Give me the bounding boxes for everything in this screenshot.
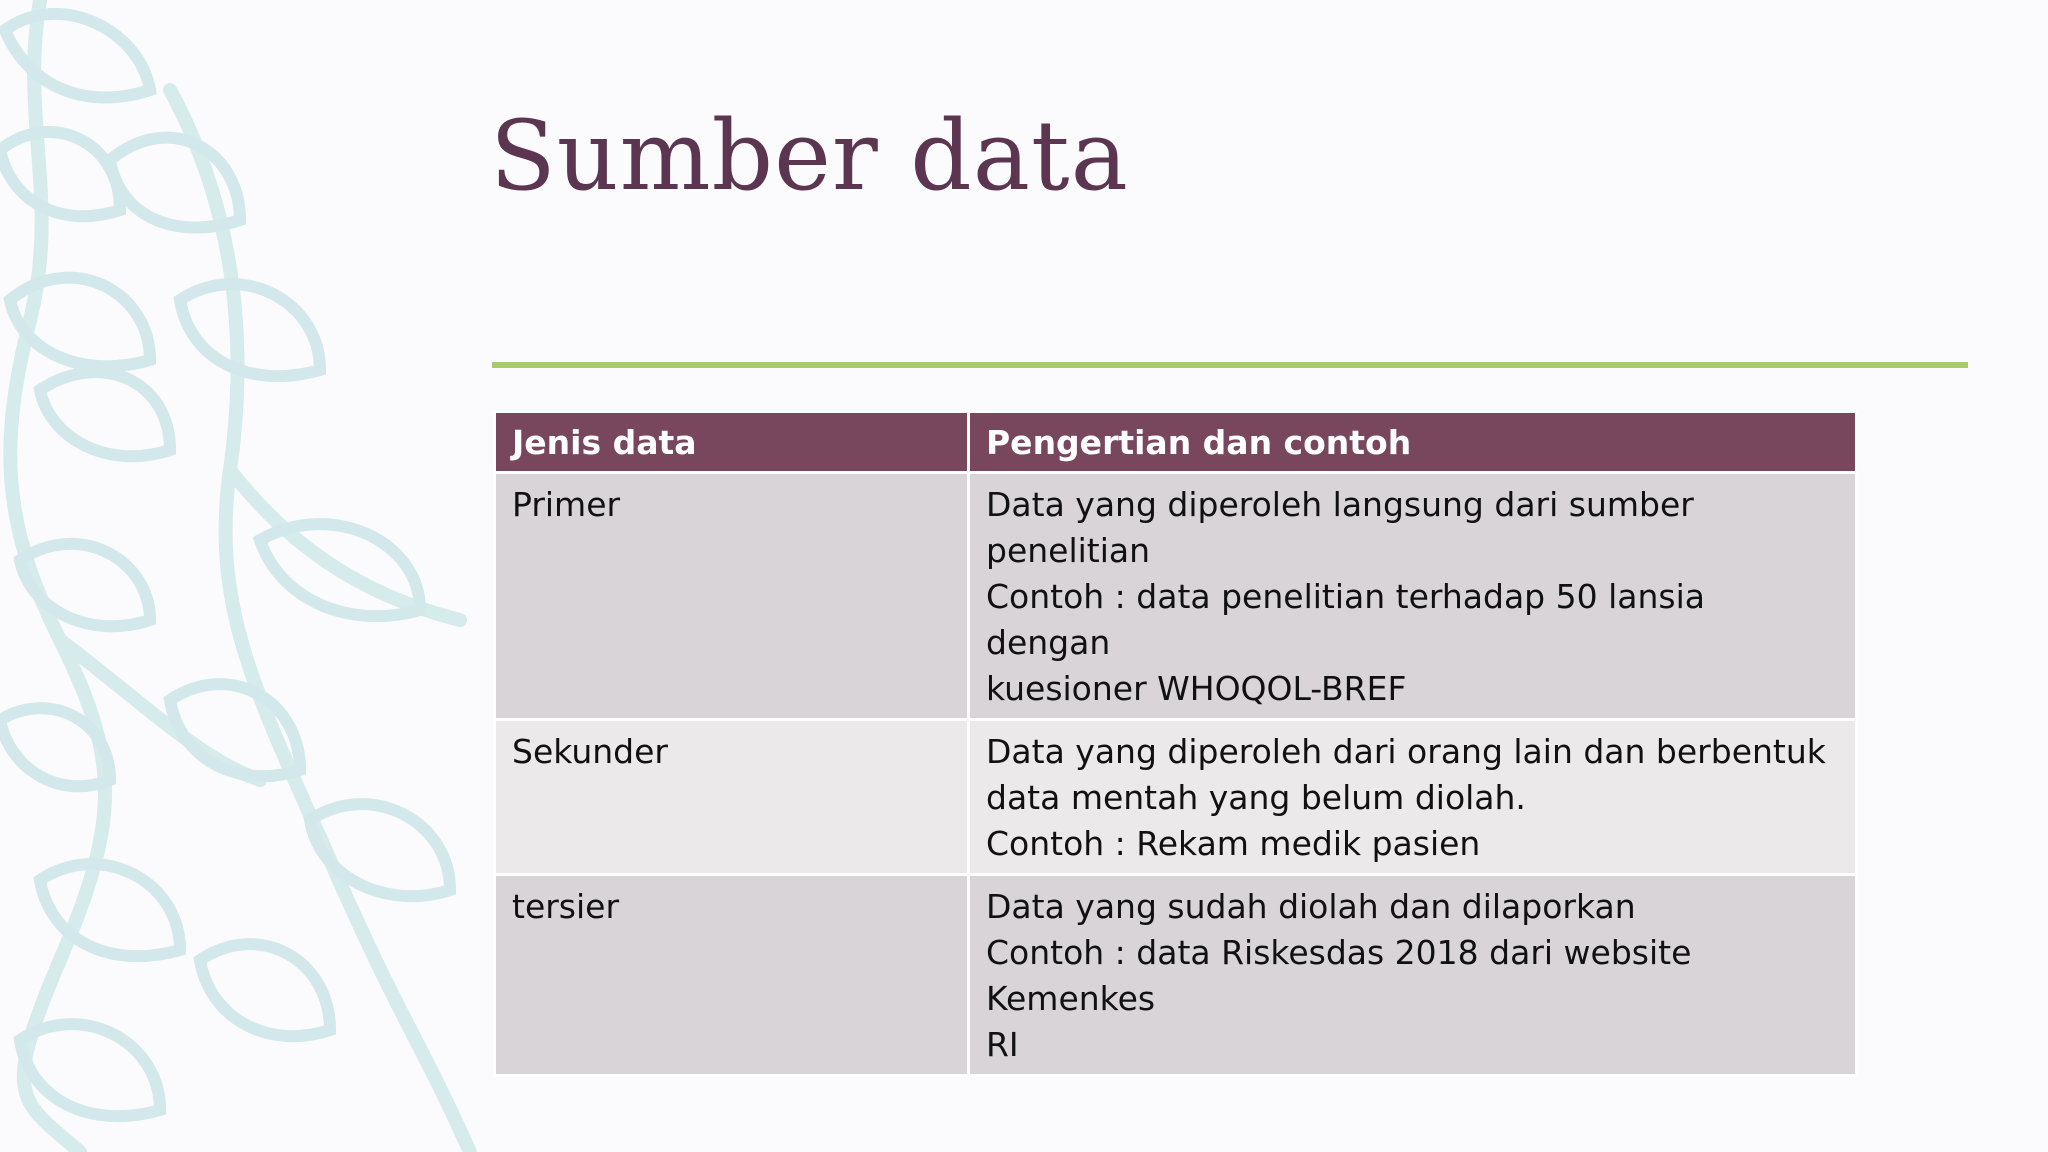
table-row — [495, 875, 1857, 1076]
data-type-cell: Sekunder — [495, 720, 969, 875]
definition-line: Data yang sudah diolah dan dilaporkan — [986, 887, 1636, 926]
column-header-type: Jenis data — [495, 412, 969, 473]
title-divider-line — [492, 362, 1968, 368]
definition-line: RI — [986, 1025, 1019, 1064]
decorative-vine-illustration — [0, 0, 500, 1152]
definition-line: Contoh : data penelitian terhadap 50 lansia dengan — [986, 577, 1705, 662]
definition-line: Contoh : Rekam medik pasien — [986, 824, 1481, 863]
definition-cell — [969, 720, 1857, 875]
definition-cell — [969, 875, 1857, 1076]
definition-line: kuesioner WHOQOL-BREF — [986, 669, 1407, 708]
column-header-definition: Pengertian dan contoh — [969, 412, 1857, 473]
definition-cell — [969, 473, 1857, 720]
data-type-cell: Primer — [495, 473, 969, 720]
table-header-row — [495, 412, 1857, 473]
definition-line: Contoh : data Riskesdas 2018 dari website Kemenkes — [986, 933, 1692, 1018]
table-row — [495, 720, 1857, 875]
slide-title: Sumber data — [490, 100, 1129, 212]
data-type-cell: tersier — [495, 875, 969, 1076]
data-sources-table — [493, 410, 1858, 1077]
table-row — [495, 473, 1857, 720]
definition-line: data mentah yang belum diolah. — [986, 778, 1526, 817]
definition-line: Data yang diperoleh langsung dari sumber penelitian — [986, 485, 1694, 570]
definition-line: Data yang diperoleh dari orang lain dan berbentuk — [986, 732, 1826, 771]
